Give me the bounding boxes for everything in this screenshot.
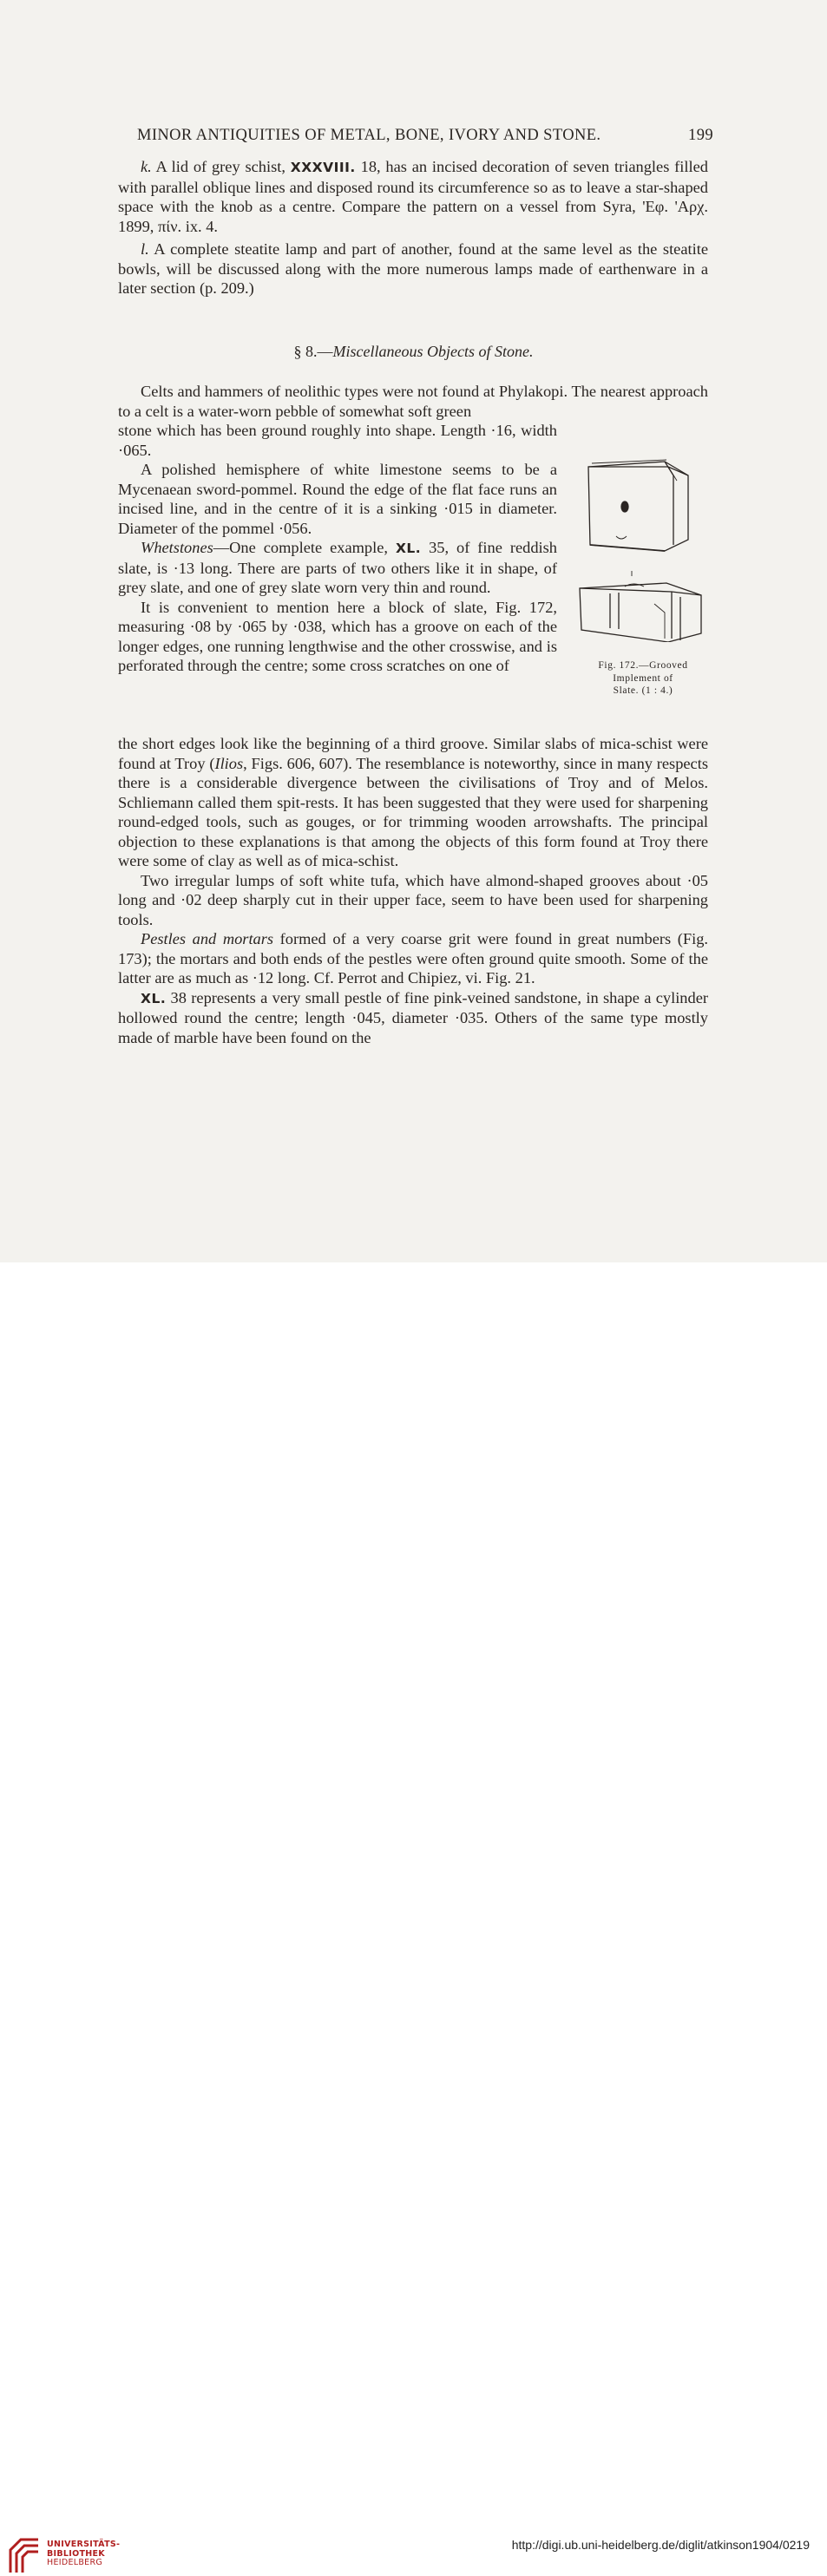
item-letter: l.: [141, 240, 149, 258]
slate-groove-detail: [654, 604, 665, 639]
paragraph-slate-block-cont: the short edges look like the beginning of a third groove. Similar slabs of mica-schist were found at Troy (Ilios, Figs. 606, 607). The resemblance is noteworthy, since in many respects there is a considerable divergence between the civilisations of Troy and of Melos. Schliemann called them spit-rests. It has been suggested that they were used for sharpening round-edged tools, such as gouges, or for trimming wooden arrowshafts. The principal objection to these explanations is that among the objects of this form found at Troy there were some of clay as well as of mica-schist.: [118, 735, 708, 869]
top-text-block: [118, 157, 708, 298]
figure-caption: [571, 659, 715, 698]
paragraph-l: l. A complete steatite lamp and part of another, found at the same level as the steatite bowls, will be discussed along with the more numerous lamps made of earthenware in a later section (p. 209.): [118, 240, 708, 297]
running-head-title: MINOR ANTIQUITIES OF METAL, BONE, IVORY AND STONE.: [137, 127, 601, 144]
item-letter: k.: [141, 158, 152, 175]
running-head: [137, 127, 713, 145]
slate-crosswise-groove: [610, 593, 619, 629]
perforation-hole: [621, 501, 628, 512]
slate-side-groove: [672, 592, 680, 640]
slate-notch: [616, 536, 627, 539]
paragraph-k: k. A lid of grey schist, XXXVIII. 18, has an incised decoration of seven triangles filled with parallel oblique lines and disposed round its circumference so as to leave a star-shaped space with the knob as a centre. Compare the pattern on a vessel from Syra, 'Εφ. 'Αρχ. 1899, πίν. ix. 4.: [118, 158, 708, 235]
main-text-block-narrow: [118, 421, 557, 676]
paragraph-small-pestle: XL. 38 represents a very small pestle of fine pink-veined sandstone, in shape a cylinder hollowed round the centre; length ·045, diameter ·035. Others of the same type mostly made of marble have been found on the: [118, 988, 708, 1046]
paragraph-slate-block: It is convenient to mention here a block of slate, Fig. 172, measuring ·08 by ·065 by ·038, which has a groove on each of the longer edges, one running lengthwise and the other crosswise, and is perforated through the centre; some cross scratches on one of: [118, 598, 557, 674]
paragraph-tufa: Two irregular lumps of soft white tufa, which have almond-shaped grooves about ·05 long and ·02 deep sharply cut in their upper face, seem to have been used for sharpening tools.: [118, 871, 708, 928]
slate-groove-side: [665, 462, 673, 545]
section-heading: § 8.—Miscellaneous Objects of Stone.: [293, 343, 534, 360]
source-url-link[interactable]: http://digi.ub.uni-heidelberg.de/diglit/atkinson1904/0219: [511, 2538, 810, 2552]
paragraph-pommel: A polished hemisphere of white limestone seems to be a Mycenaean sword-pommel. Round the edge of the flat face runs an incised line, and in the centre of it is a sinking ·015 in diameter. Diameter of the pommel ·056.: [118, 461, 557, 537]
main-text-block-1: [118, 382, 708, 421]
caption-line-1: Fig. 172.—Grooved: [598, 660, 688, 671]
plate-reference: XL.: [141, 990, 167, 1006]
library-name: UNIVERSITÄTS- BIBLIOTHEK HEIDELBERG: [47, 2540, 121, 2567]
footer-bar: [0, 1262, 827, 2567]
scanned-page: [0, 0, 827, 1262]
caption-line-2: Implement of: [613, 672, 673, 684]
main-text-block-2: [118, 734, 708, 1047]
paragraph-pestles: Pestles and mortars formed of a very coarse grit were found in great numbers (Fig. 173); the mortars and both ends of the pestles were often ground quite smooth. Some of the latter are as much as ·12 long. Cf. Perrot and Chipiez, vi. Fig. 21.: [118, 930, 708, 986]
paragraph-whetstones: Whetstones—One complete example, XL. 35, of fine reddish slate, is ·13 long. There are parts of two others like it in shape, of grey slate, and one of grey slate worn very thin and round.: [118, 539, 557, 596]
slate-groove-line: [592, 460, 666, 463]
plate-reference: XXXVIII.: [290, 160, 356, 175]
library-logo-icon: [7, 2536, 42, 2576]
figure-172-drawing: [571, 451, 714, 642]
page-number: 199: [688, 127, 713, 144]
plate-reference: XL.: [395, 541, 422, 556]
paragraph-celts-narrow: stone which has been ground roughly into shape. Length ·16, width ·065.: [118, 422, 557, 459]
slate-bottom-edge: [590, 545, 665, 551]
paragraph-celts-wide: Celts and hammers of neolithic types were not found at Phylakopi. The nearest approach to a celt is a water-worn pebble of somewhat soft green: [118, 383, 708, 420]
slate-side-view-outline: [580, 583, 701, 642]
caption-line-3: Slate. (1 : 4.): [613, 685, 673, 696]
